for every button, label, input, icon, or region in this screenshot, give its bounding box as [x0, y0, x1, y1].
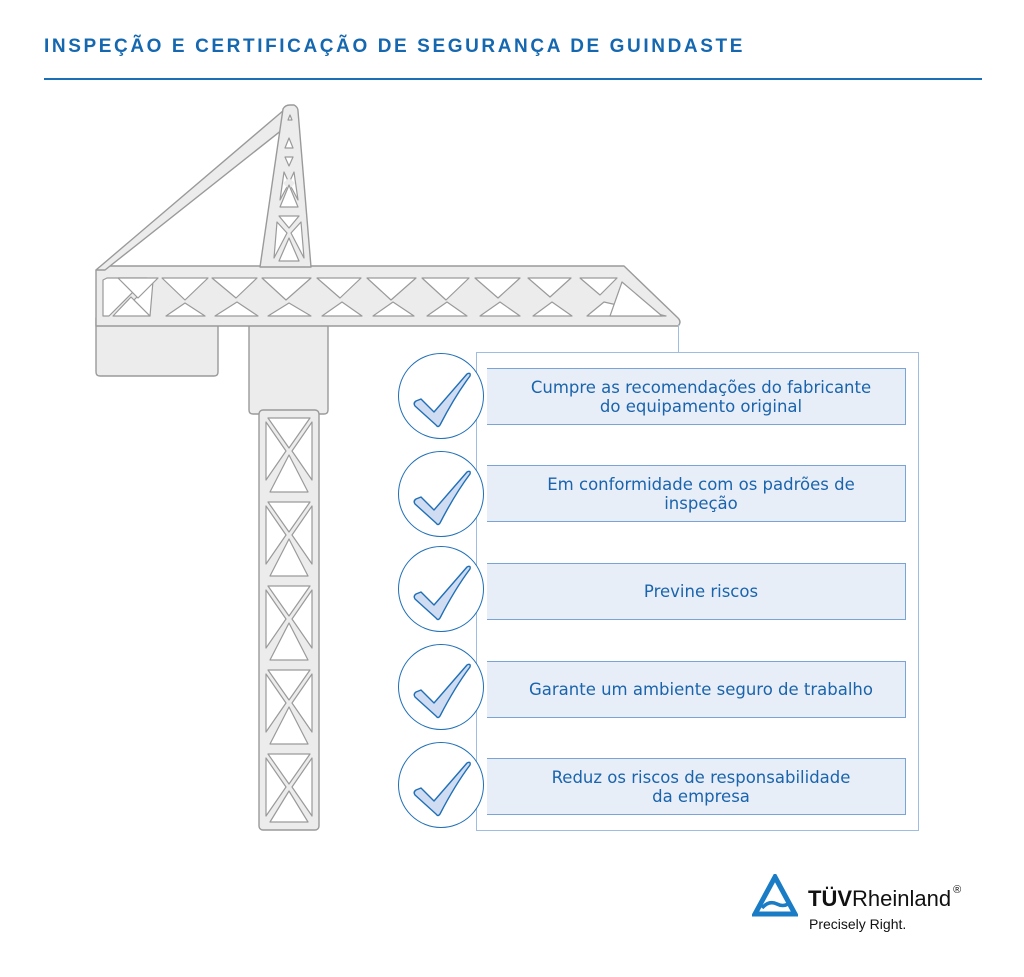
- checklist-item-text: Previne riscos: [643, 582, 759, 601]
- counterweight: [96, 318, 218, 376]
- checklist-item-text: Reduz os riscos de responsabilidade: [551, 767, 851, 787]
- logo-brand: [808, 886, 961, 912]
- tuv-rheinland-logo: [752, 874, 992, 938]
- checkmark-badge: [398, 353, 484, 439]
- checkmark-badge: [398, 451, 484, 537]
- checklist-item-text: do equipamento original: [599, 396, 803, 416]
- checkmark-badge: [398, 742, 484, 828]
- registered-mark: ®: [953, 884, 962, 896]
- checkmark-icon: [399, 743, 485, 829]
- checklist-item-1: [487, 368, 906, 425]
- tuv-triangle-icon: [752, 874, 798, 920]
- checklist-item-text: da empresa: [652, 786, 750, 806]
- checklist-item-text: inspeção: [664, 493, 738, 513]
- checklist-item-2: [487, 465, 906, 522]
- checkmark-icon: [399, 354, 485, 440]
- checkmark-badge: [398, 644, 484, 730]
- logo-tagline: Precisely Right.: [809, 916, 907, 932]
- checklist-item-5: [487, 758, 906, 815]
- mast-head: [249, 318, 328, 414]
- checkmark-icon: [399, 547, 485, 633]
- checklist-item-text: Cumpre as recomendações do fabricante: [530, 377, 872, 397]
- checklist-item-text: Em conformidade com os padrões de: [547, 474, 855, 494]
- connector-line: [678, 325, 679, 353]
- checkmark-icon: [399, 645, 485, 731]
- logo-brand-regular: Rheinland: [852, 886, 952, 911]
- page-title: INSPEÇÃO E CERTIFICAÇÃO DE SEGURANÇA DE GUINDASTE: [44, 36, 745, 57]
- checkmark-badge: [398, 546, 484, 632]
- checklist-item-3: [487, 563, 906, 620]
- checklist-item-4: [487, 661, 906, 718]
- logo-brand-bold: TÜV: [808, 886, 852, 911]
- checklist-item-text: Garante um ambiente seguro de trabalho: [528, 680, 873, 699]
- checkmark-icon: [399, 452, 485, 538]
